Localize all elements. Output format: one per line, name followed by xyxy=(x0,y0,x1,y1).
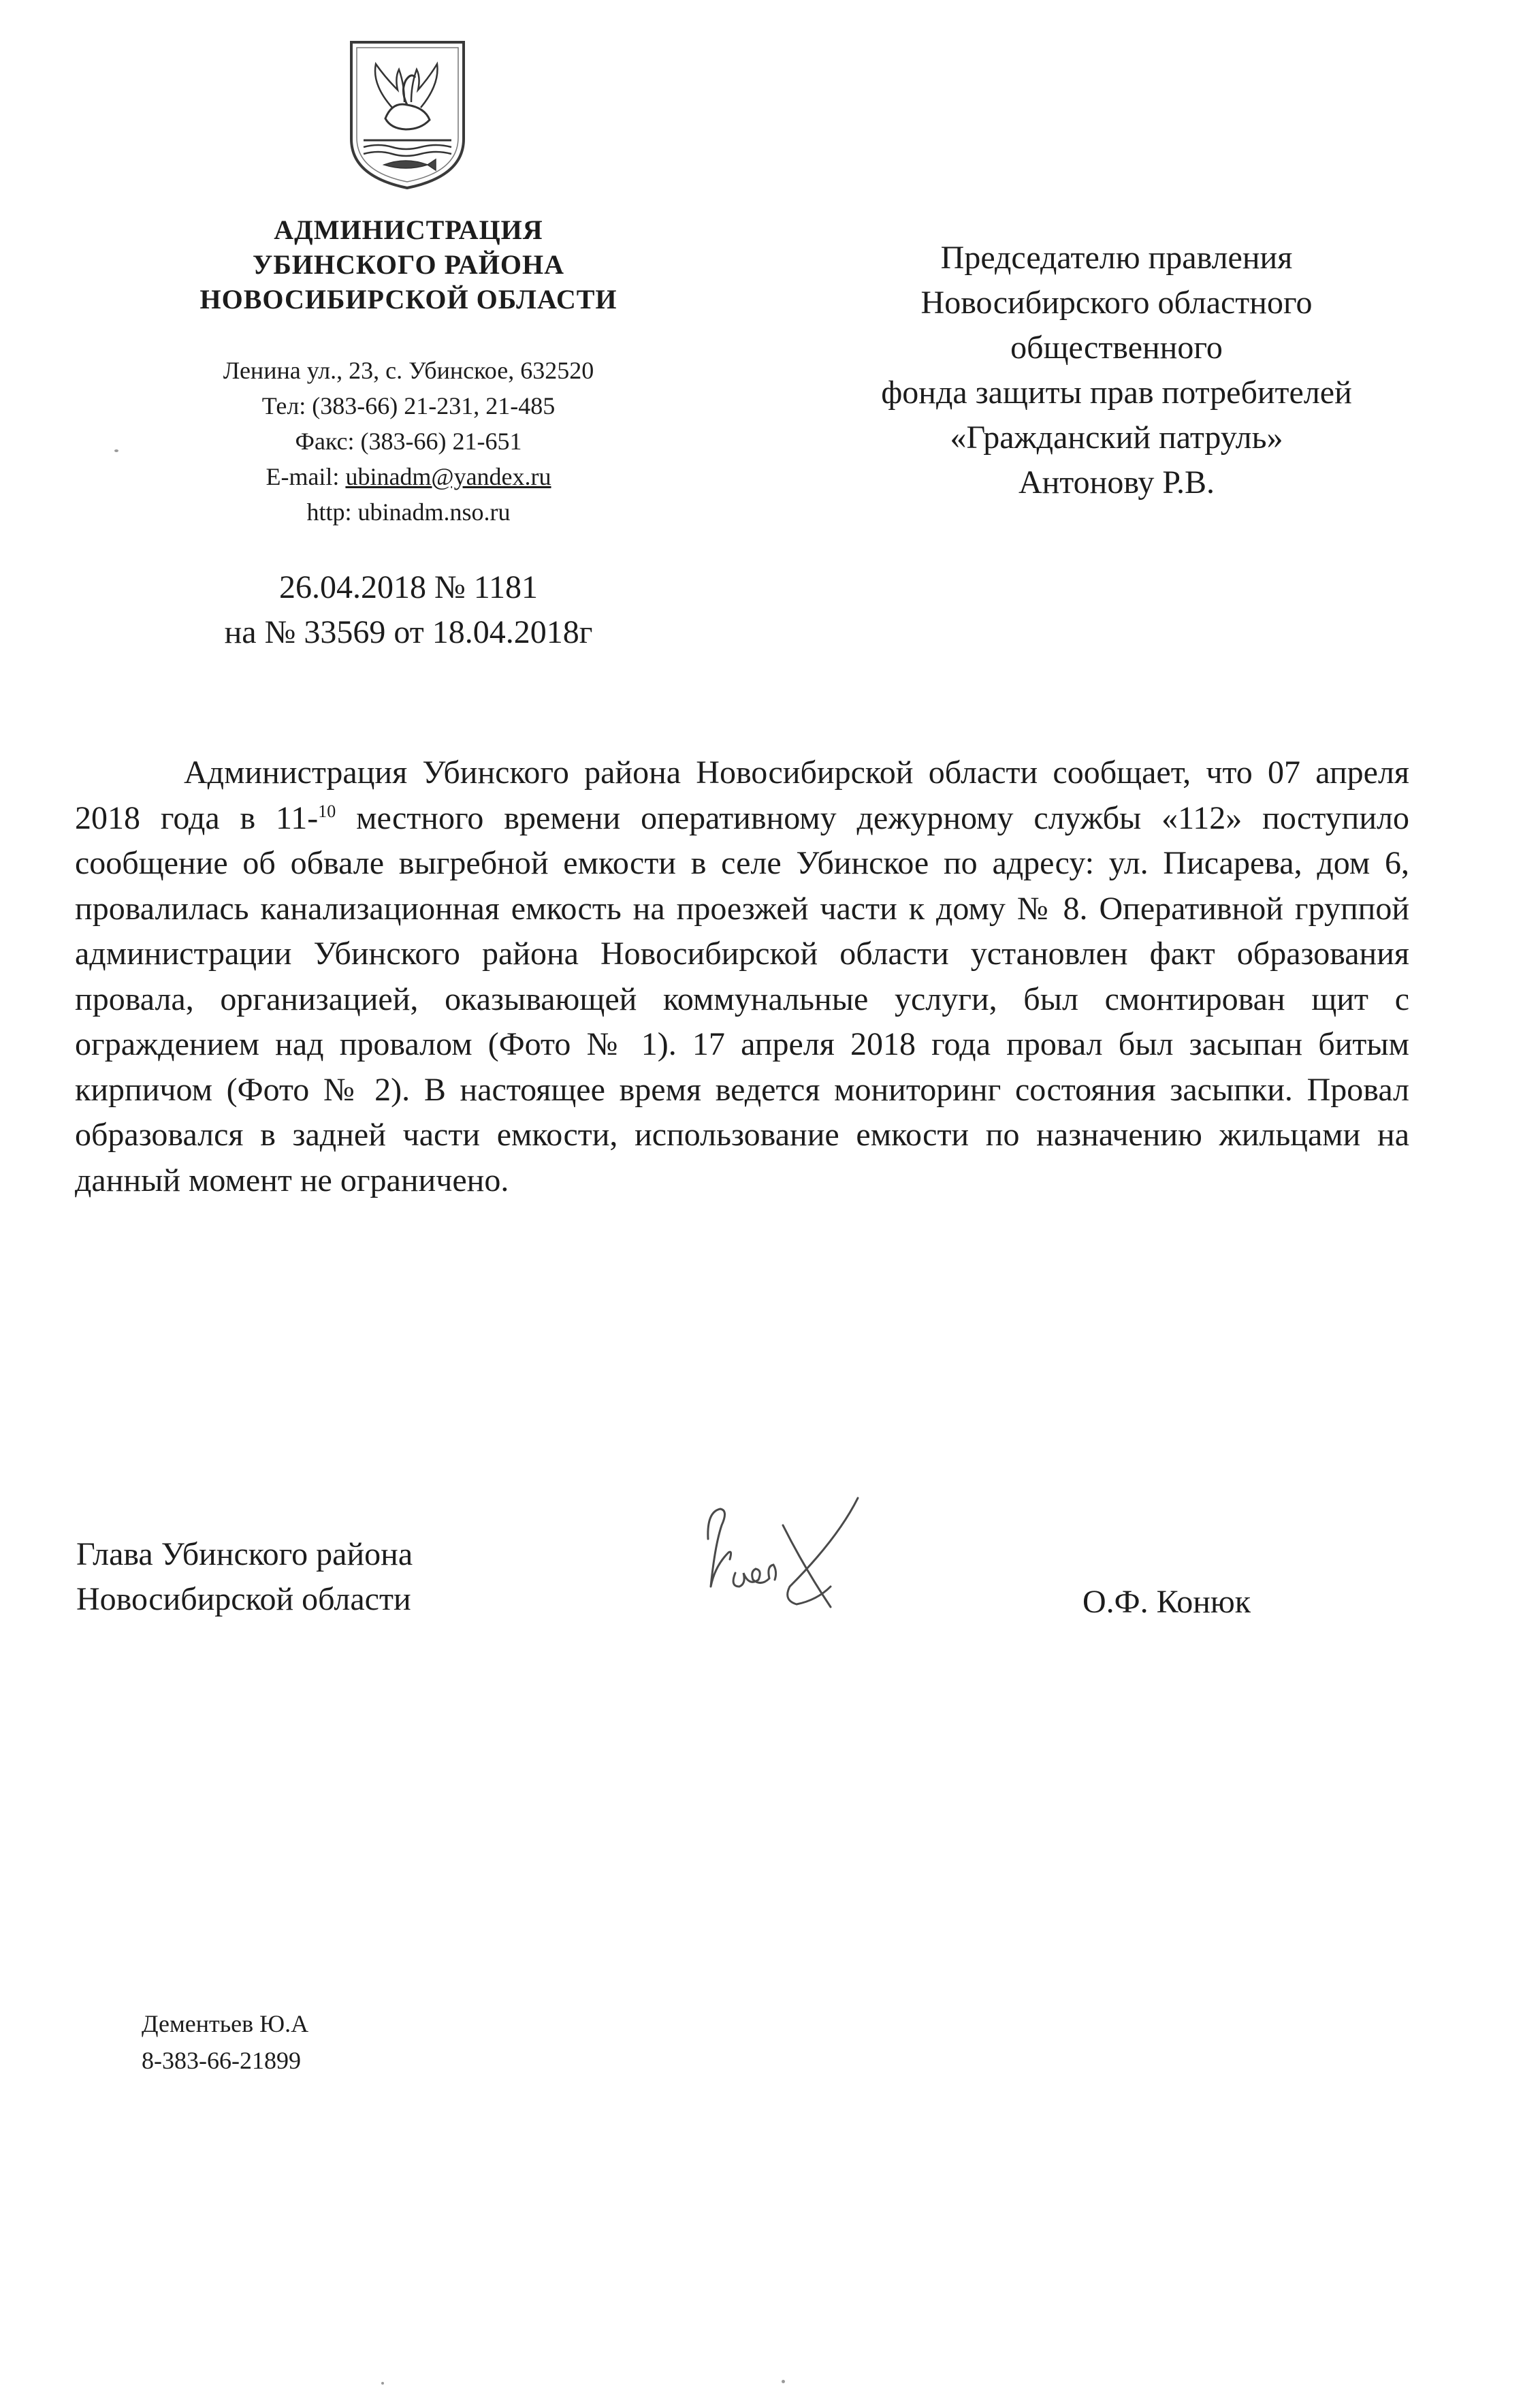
position-line: Глава Убинского района xyxy=(76,1536,413,1572)
executor-block xyxy=(142,2005,482,2079)
addressee-line: общественного xyxy=(1010,330,1223,366)
phone-number: Тел: (383-66) 21-231, 21-485 xyxy=(261,392,556,419)
org-line: УБИНСКОГО РАЙОНА xyxy=(252,249,565,280)
reference-number: на № 33569 от 18.04.2018г xyxy=(224,614,593,650)
email-link[interactable]: ubinadm@yandex.ru xyxy=(345,463,551,490)
body-text-part: местного времени оперативному дежурному службы «112» поступило сообщение об обвале выгребной емкости в селе Убинское по адресу: ул. Писарева, дом 6, провалилась канализационная емкость на проезжей части к дому № 8. Оперативной группой администрации Убинского района Новосибирской области установлен факт образования провала, организацией, оказывающей коммунальные услуги, был смонтирован щит с ограждением над провалом (Фото № 1). 17 апреля 2018 года провал был засыпан битым кирпичом (Фото № 2). В настоящее время ведется мониторинг состояния засыпки. Провал образовался в задней части емкости, использование емкости по назначению жильцами на данный момент не ограничено. xyxy=(75,799,1410,1198)
signatory-position xyxy=(76,1532,621,1622)
scan-speck xyxy=(782,2380,785,2383)
document-number: 26.04.2018 № 1181 xyxy=(278,569,538,605)
handwritten-signature xyxy=(688,1484,892,1634)
executor-name: Дементьев Ю.А xyxy=(142,2010,309,2037)
registration-block xyxy=(136,565,681,655)
body-text-part: Администрация Убинского района Новосибирской области сообщает, что 07 апреля 2018 года в 11- xyxy=(75,754,1409,836)
organization-name xyxy=(136,212,681,317)
addressee-line: фонда защиты прав потребителей xyxy=(881,375,1352,411)
postal-address: Ленина ул., 23, с. Убинское, 632520 xyxy=(223,357,594,384)
fax-number: Факс: (383-66) 21-651 xyxy=(295,428,522,455)
time-superscript: 10 xyxy=(318,801,336,821)
scan-speck xyxy=(381,2382,384,2385)
addressee-line: Антонову Р.В. xyxy=(1018,464,1215,500)
position-line: Новосибирской области xyxy=(76,1581,411,1617)
addressee-line: «Гражданский патруль» xyxy=(950,419,1283,456)
addressee-line: Новосибирского областного xyxy=(920,285,1313,321)
email-label: E-mail: xyxy=(266,463,346,490)
addressee-line: Председателю правления xyxy=(940,240,1293,276)
scan-speck xyxy=(114,449,118,452)
email-line xyxy=(136,459,681,494)
org-line: НОВОСИБИРСКОЙ ОБЛАСТИ xyxy=(199,284,617,315)
addressee-block xyxy=(783,236,1450,505)
website: http: ubinadm.nso.ru xyxy=(306,498,511,526)
letter-body xyxy=(75,750,1409,1203)
coat-of-arms-icon xyxy=(344,37,470,193)
org-line: АДМИНИСТРАЦИЯ xyxy=(274,214,543,245)
contact-block xyxy=(136,353,681,530)
signatory-name: О.Ф. Конюк xyxy=(1082,1584,1251,1620)
executor-phone: 8-383-66-21899 xyxy=(142,2047,301,2074)
